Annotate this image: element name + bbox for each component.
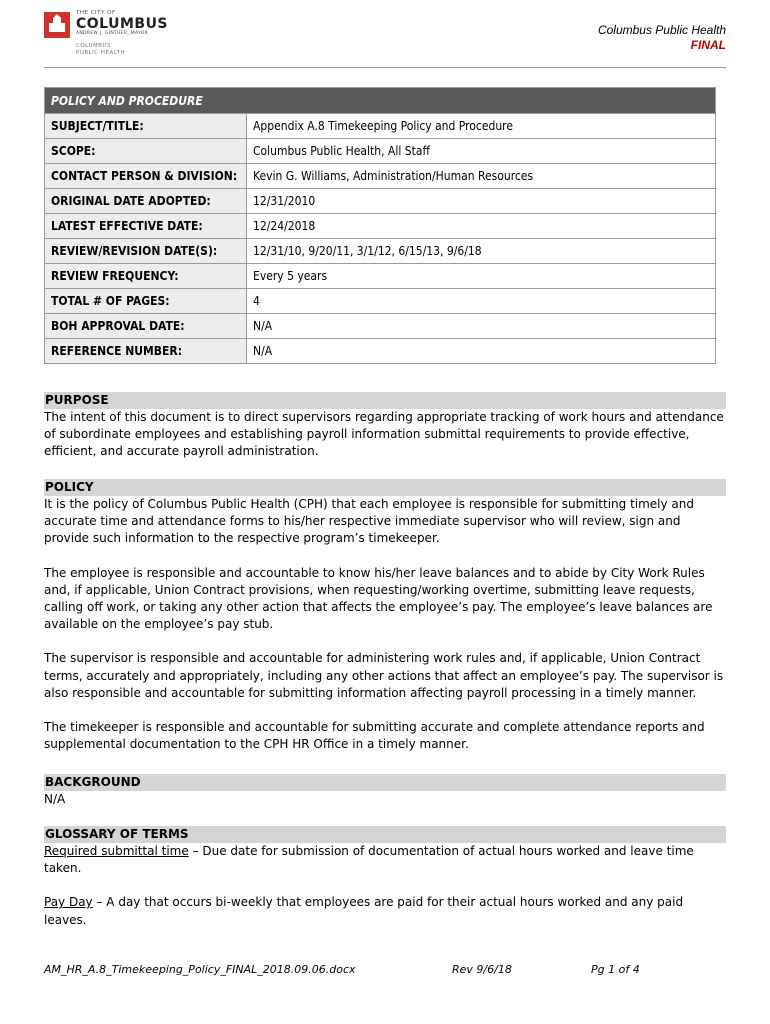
glossary-item xyxy=(44,894,726,928)
row-value: 4 xyxy=(247,289,716,314)
row-value: Kevin G. Williams, Administration/Human Resources xyxy=(247,164,716,189)
header-divider xyxy=(44,67,726,68)
row-value: N/A xyxy=(247,339,716,364)
policy-paragraph: It is the policy of Columbus Public Health (CPH) that each employee is responsible for submitting timely and accurate time and attendance forms to his/her respective immediate supervisor who will review, sign and provide such information to the respective program’s timekeeper. xyxy=(44,497,695,546)
glossary-section xyxy=(44,826,726,929)
header-right xyxy=(598,23,726,53)
logo-city-name: COLUMBUS xyxy=(76,16,169,32)
city-building-icon xyxy=(44,12,70,38)
glossary-heading: GLOSSARY OF TERMS xyxy=(44,826,726,843)
table-row xyxy=(45,264,716,289)
table-row xyxy=(45,314,716,339)
row-value: Every 5 years xyxy=(247,264,716,289)
table-row xyxy=(45,289,716,314)
row-value: 12/31/2010 xyxy=(247,189,716,214)
table-row xyxy=(45,214,716,239)
row-value: Columbus Public Health, All Staff xyxy=(247,139,716,164)
table-row xyxy=(45,139,716,164)
header-status: FINAL xyxy=(690,38,726,52)
policy-paragraph: The employee is responsible and accountable to know his/her leave balances and to abide by City Work Rules and, if applicable, Union Contract provisions, when requesting/working overtime, submitting leave requests, calling off work, or taking any other action that affects the employee’s pay. The employee’s leave balances are available on the employee’s pay stub. xyxy=(44,565,713,632)
footer-page-number: Pg 1 of 4 xyxy=(591,963,640,976)
footer-revision: Rev 9/6/18 xyxy=(452,963,512,976)
row-value: 12/24/2018 xyxy=(247,214,716,239)
row-label: REVIEW FREQUENCY: xyxy=(45,264,247,289)
purpose-section xyxy=(44,392,726,461)
glossary-definition: – Due date for submission of documentation of actual hours worked and leave time taken. xyxy=(44,844,694,876)
policy-info-table xyxy=(44,87,716,364)
glossary-term: Pay Day xyxy=(44,895,93,910)
glossary-definition: – A day that occurs bi-weekly that employees are paid for their actual hours worked and any paid leaves. xyxy=(44,895,684,927)
policy-section xyxy=(44,479,726,753)
logo-mayor-line: ANDREW J. GINTHER, MAYOR xyxy=(76,31,149,36)
row-label: REVIEW/REVISION DATE(S): xyxy=(45,239,247,264)
table-row xyxy=(45,189,716,214)
logo-dept-line2: PUBLIC HEALTH xyxy=(76,50,126,56)
logo-top-line: THE CITY OF xyxy=(76,10,116,16)
glossary-term: Required submittal time xyxy=(44,844,189,858)
table-row xyxy=(45,114,716,139)
table-row xyxy=(45,239,716,264)
table-row xyxy=(45,339,716,364)
row-label: CONTACT PERSON & DIVISION: xyxy=(45,164,247,189)
policy-paragraph: The supervisor is responsible and accountable for administering work rules and, if applicable, Union Contract terms, accurately and appropriately, including any other actions that affect an employee’s pay. The supervisor is also responsible and accountable for submitting information affecting payroll processing in a timely manner. xyxy=(44,651,724,700)
city-logo xyxy=(44,10,194,60)
row-label: LATEST EFFECTIVE DATE: xyxy=(45,214,247,239)
row-label: REFERENCE NUMBER: xyxy=(45,339,247,364)
policy-heading: POLICY xyxy=(44,479,726,496)
row-value: 12/31/10, 9/20/11, 3/1/12, 6/15/13, 9/6/18 xyxy=(247,239,716,264)
purpose-text: The intent of this document is to direct supervisors regarding appropriate tracking of work hours and attendance of subordinate employees and establishing payroll information submittal requirements to provide effective, efficient, and accurate payroll administration. xyxy=(44,410,724,459)
header-org: Columbus Public Health xyxy=(597,23,726,37)
logo-dept-line1: COLUMBUS xyxy=(76,43,112,49)
row-label: BOH APPROVAL DATE: xyxy=(45,314,247,339)
purpose-heading: PURPOSE xyxy=(44,392,726,409)
background-section xyxy=(44,774,726,808)
row-label: SUBJECT/TITLE: xyxy=(45,114,247,139)
footer-filename: AM_HR_A.8_Timekeeping_Policy_FINAL_2018.09.06.docx xyxy=(44,963,356,976)
row-label: SCOPE: xyxy=(45,139,247,164)
background-text: N/A xyxy=(44,792,66,806)
policy-paragraph: The timekeeper is responsible and accountable for submitting accurate and complete attendance reports and supplemental documentation to the CPH HR Office in a timely manner. xyxy=(44,720,705,752)
row-value: Appendix A.8 Timekeeping Policy and Procedure xyxy=(247,114,716,139)
row-label: TOTAL # OF PAGES: xyxy=(45,289,247,314)
policy-table-title: POLICY AND PROCEDURE xyxy=(45,88,716,114)
policy-table-header-row xyxy=(45,88,716,114)
glossary-item xyxy=(44,843,726,877)
background-heading: BACKGROUND xyxy=(44,774,726,791)
row-value: N/A xyxy=(247,314,716,339)
row-label: ORIGINAL DATE ADOPTED: xyxy=(45,189,247,214)
table-row xyxy=(45,164,716,189)
